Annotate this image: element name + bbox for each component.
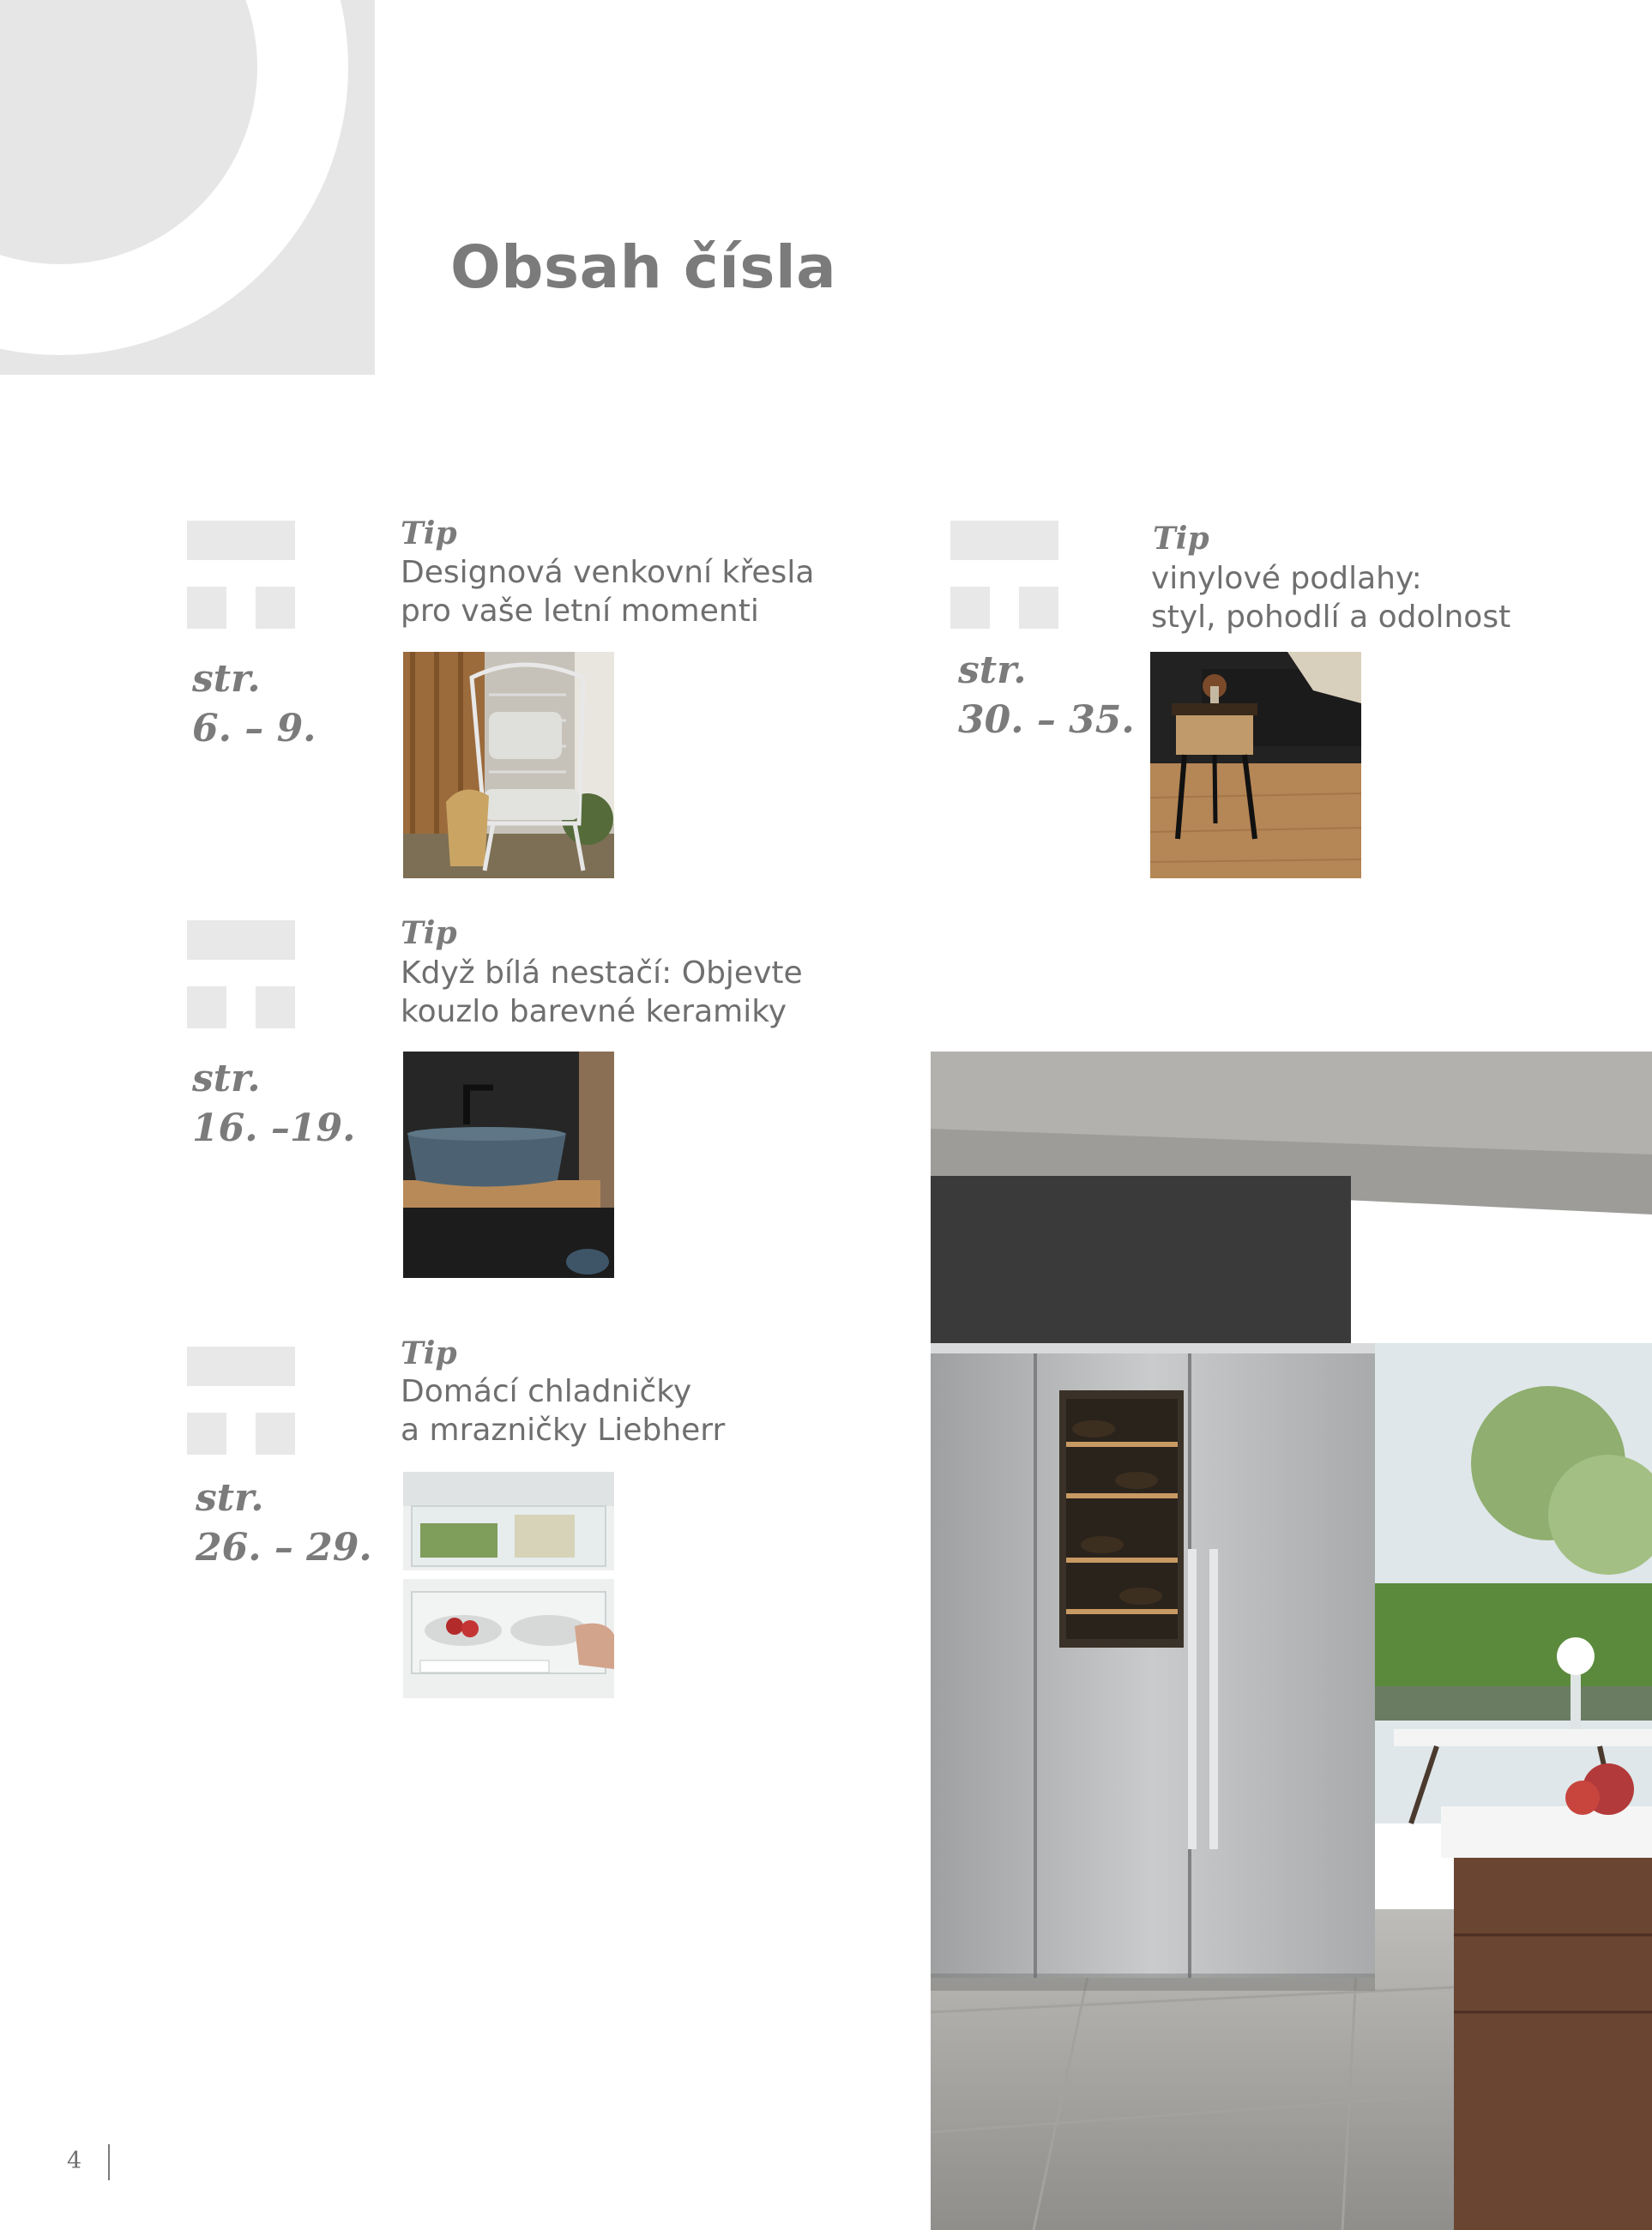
article-title[interactable] (401, 1372, 725, 1450)
article-title-line: pro vaše letní momenti (401, 594, 759, 629)
tip-label: Tip (1153, 521, 1209, 557)
section-mark (187, 920, 295, 1028)
article-title[interactable] (1151, 559, 1510, 636)
article-title-line: kouzlo barevné keramiky (401, 994, 787, 1029)
fridge-drawers-photo (403, 1472, 614, 1698)
article-title-line: Když bílá nestačí: Objevte (401, 955, 803, 991)
page-range-value: 30. – 35. (958, 698, 1135, 742)
section-mark (187, 1347, 295, 1455)
article-title-line: Domácí chladničky (401, 1374, 692, 1409)
corner-decoration (0, 0, 375, 375)
page-range-value: 16. –19. (192, 1106, 356, 1150)
tip-label: Tip (401, 515, 457, 551)
page-range (192, 654, 317, 754)
page-range-label: str. (958, 648, 1027, 692)
page-range (196, 1474, 372, 1573)
section-mark (187, 521, 295, 629)
article-title[interactable] (401, 553, 814, 630)
page-range-label: str. (196, 1476, 264, 1520)
page-number: 4 (67, 2148, 82, 2174)
article-title[interactable] (401, 954, 803, 1031)
article-title-line: a mrazničky Liebherr (401, 1413, 726, 1448)
article-title-line: Designová venkovní křesla (401, 555, 815, 590)
page-range-value: 6. – 9. (192, 707, 317, 750)
liebherr-side-by-side-fridge-kitchen-photo (931, 1052, 1652, 2230)
article-title-line: styl, pohodlí a odolnost (1151, 600, 1511, 635)
ceramic-washbasin-photo (403, 1052, 614, 1278)
page-number-rule (108, 2144, 110, 2180)
section-mark (950, 521, 1058, 629)
tip-label: Tip (401, 1335, 457, 1371)
page-range-value: 26. – 29. (196, 1526, 372, 1570)
article-title-line: vinylové podlahy: (1151, 561, 1422, 596)
side-table-vinyl-floor-photo (1150, 652, 1361, 878)
outdoor-armchair-photo (403, 652, 614, 878)
page-range (192, 1054, 355, 1154)
page-title: Obsah čísla (450, 233, 837, 302)
tip-label: Tip (401, 915, 457, 951)
page-range-label: str. (192, 657, 261, 701)
page-range (958, 646, 1135, 745)
page-range-label: str. (192, 1057, 261, 1100)
